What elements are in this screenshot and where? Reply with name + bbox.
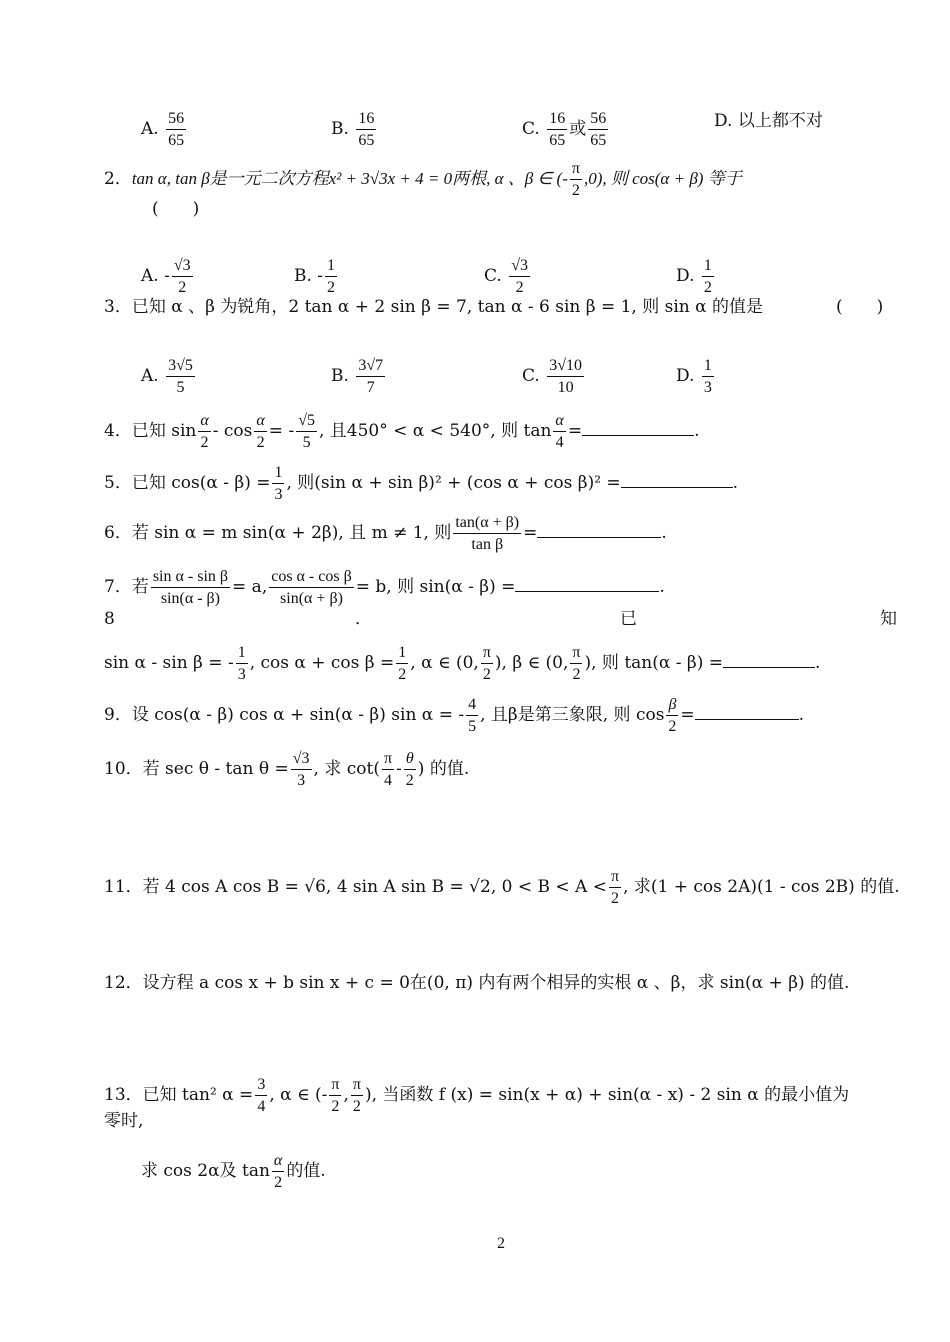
q1-option-c: C. $\frac{16}{65}$ 或 $\frac{56}{65}$ xyxy=(522,110,607,149)
q2-option-b: B. - $\frac{1}{2}$ xyxy=(294,257,336,296)
q2-stem: 2．tan α, tan β是一元二次方程x² + 3√3x + 4 = 0两根, α 、β ∈ (- $\frac{\pi}{2}$ ,0), 则 cos(α + β) 等于 xyxy=(104,160,742,199)
q3-option-a: A. $\frac{3√5}{5}$ xyxy=(141,357,193,396)
q4-stem: 4．已知 sin $\frac{\alpha}{2}$ - cos $\frac{\alpha}{2}$ = - $\frac{√5}{5}$ , 且450° < α < 540°, 则 tan $\frac{\alpha}{4}$ = . xyxy=(104,412,700,451)
q13-stem-line2: 零时, xyxy=(104,1111,144,1131)
q3-stem: 3．已知 α 、β 为锐角，2 tan α + 2 sin β = 7, tan α - 6 sin β = 1, 则 sin α 的值是 xyxy=(104,297,764,317)
q13-stem: 13．已知 tan² α = $\frac{3}{4}$ , α ∈ (- $\frac{\pi}{2}$ , $\frac{\pi}{2}$ ), 当函数 f (x) = sin(x + α) + sin(α - x) - 2 sin α 的最小值为 xyxy=(104,1076,850,1115)
q8-dot: ． xyxy=(355,609,372,629)
q12-stem: 12．设方程 a cos x + b sin x + c = 0在(0, π) 内有两个相异的实根 α 、β，求 sin(α + β) 的值. xyxy=(104,973,850,993)
q5-stem: 5．已知 cos(α - β) = $\frac{1}{3}$ , 则(sin α + sin β)² + (cos α + cos β)² = . xyxy=(104,464,739,503)
q2-option-d: D. $\frac{1}{2}$ xyxy=(676,257,712,296)
q2-answer-paren: ( ) xyxy=(152,199,200,219)
q8-word-1: 已 xyxy=(620,609,637,629)
q13-task: 求 cos 2α及 tan $\frac{\alpha}{2}$ 的值. xyxy=(141,1152,326,1191)
page-number: 2 xyxy=(497,1235,505,1252)
q3-answer-paren: ( ) xyxy=(836,297,884,317)
q7-stem: 7．若 $\frac{\text{sin α - sin β}}{\sin(\alpha - \beta)}$ = a, $\frac{\text{cos α - cos β}}{\sin(\alpha + \beta)}$ = b, 则 sin(α - β) = . xyxy=(104,568,665,607)
q8-answer-blank[interactable] xyxy=(723,653,815,668)
q6-answer-blank[interactable] xyxy=(537,523,661,538)
q1-option-a: A. $\frac{56}{65}$ xyxy=(141,110,185,149)
q2-option-c: C. $\frac{√3}{2}$ xyxy=(484,257,528,296)
q5-answer-blank[interactable] xyxy=(621,473,733,488)
q1-option-b: B. $\frac{16}{65}$ xyxy=(331,110,375,149)
q4-answer-blank[interactable] xyxy=(582,421,694,436)
q9-answer-blank[interactable] xyxy=(695,705,799,720)
q3-option-b: B. $\frac{3√7}{7}$ xyxy=(331,357,384,396)
q3-option-d: D. $\frac{1}{3}$ xyxy=(676,357,712,396)
q11-stem: 11．若 4 cos A cos B = √6, 4 sin A sin B = √2, 0 < B < A < $\frac{\pi}{2}$ , 求(1 + cos 2A)(1 - cos 2B) 的值. xyxy=(104,868,900,907)
q7-answer-blank[interactable] xyxy=(515,577,659,592)
q6-stem: 6．若 sin α = m sin(α + 2β), 且 m ≠ 1, 则 $\frac{\tan(\alpha + \beta)}{\text{tan β}}$ = . xyxy=(104,514,667,553)
q1-option-d: D. 以上都不对 xyxy=(714,111,823,131)
q3-option-c: C. $\frac{3√10}{10}$ xyxy=(522,357,582,396)
q8-stem: sin α - sin β = - $\frac{1}{3}$ , cos α + cos β = $\frac{1}{2}$ , α ∈ (0, $\frac{\pi}{2}$ ), β ∈ (0, $\frac{\pi}{2}$ ), 则 tan(α - β) = . xyxy=(104,644,821,683)
q8-word-2: 知 xyxy=(880,609,897,629)
q9-stem: 9．设 cos(α - β) cos α + sin(α - β) sin α = - $\frac{4}{5}$ , 且β是第三象限, 则 cos $\frac{\beta}{2}$ = . xyxy=(104,696,805,735)
q2-option-a: A. - $\frac{√3}{2}$ xyxy=(141,257,191,296)
q10-stem: 10．若 sec θ - tan θ = $\frac{√3}{3}$ , 求 cot( $\frac{\pi}{4}$ - $\frac{\theta}{2}$ ) 的值. xyxy=(104,750,470,789)
q8-number: 8 xyxy=(104,609,115,629)
